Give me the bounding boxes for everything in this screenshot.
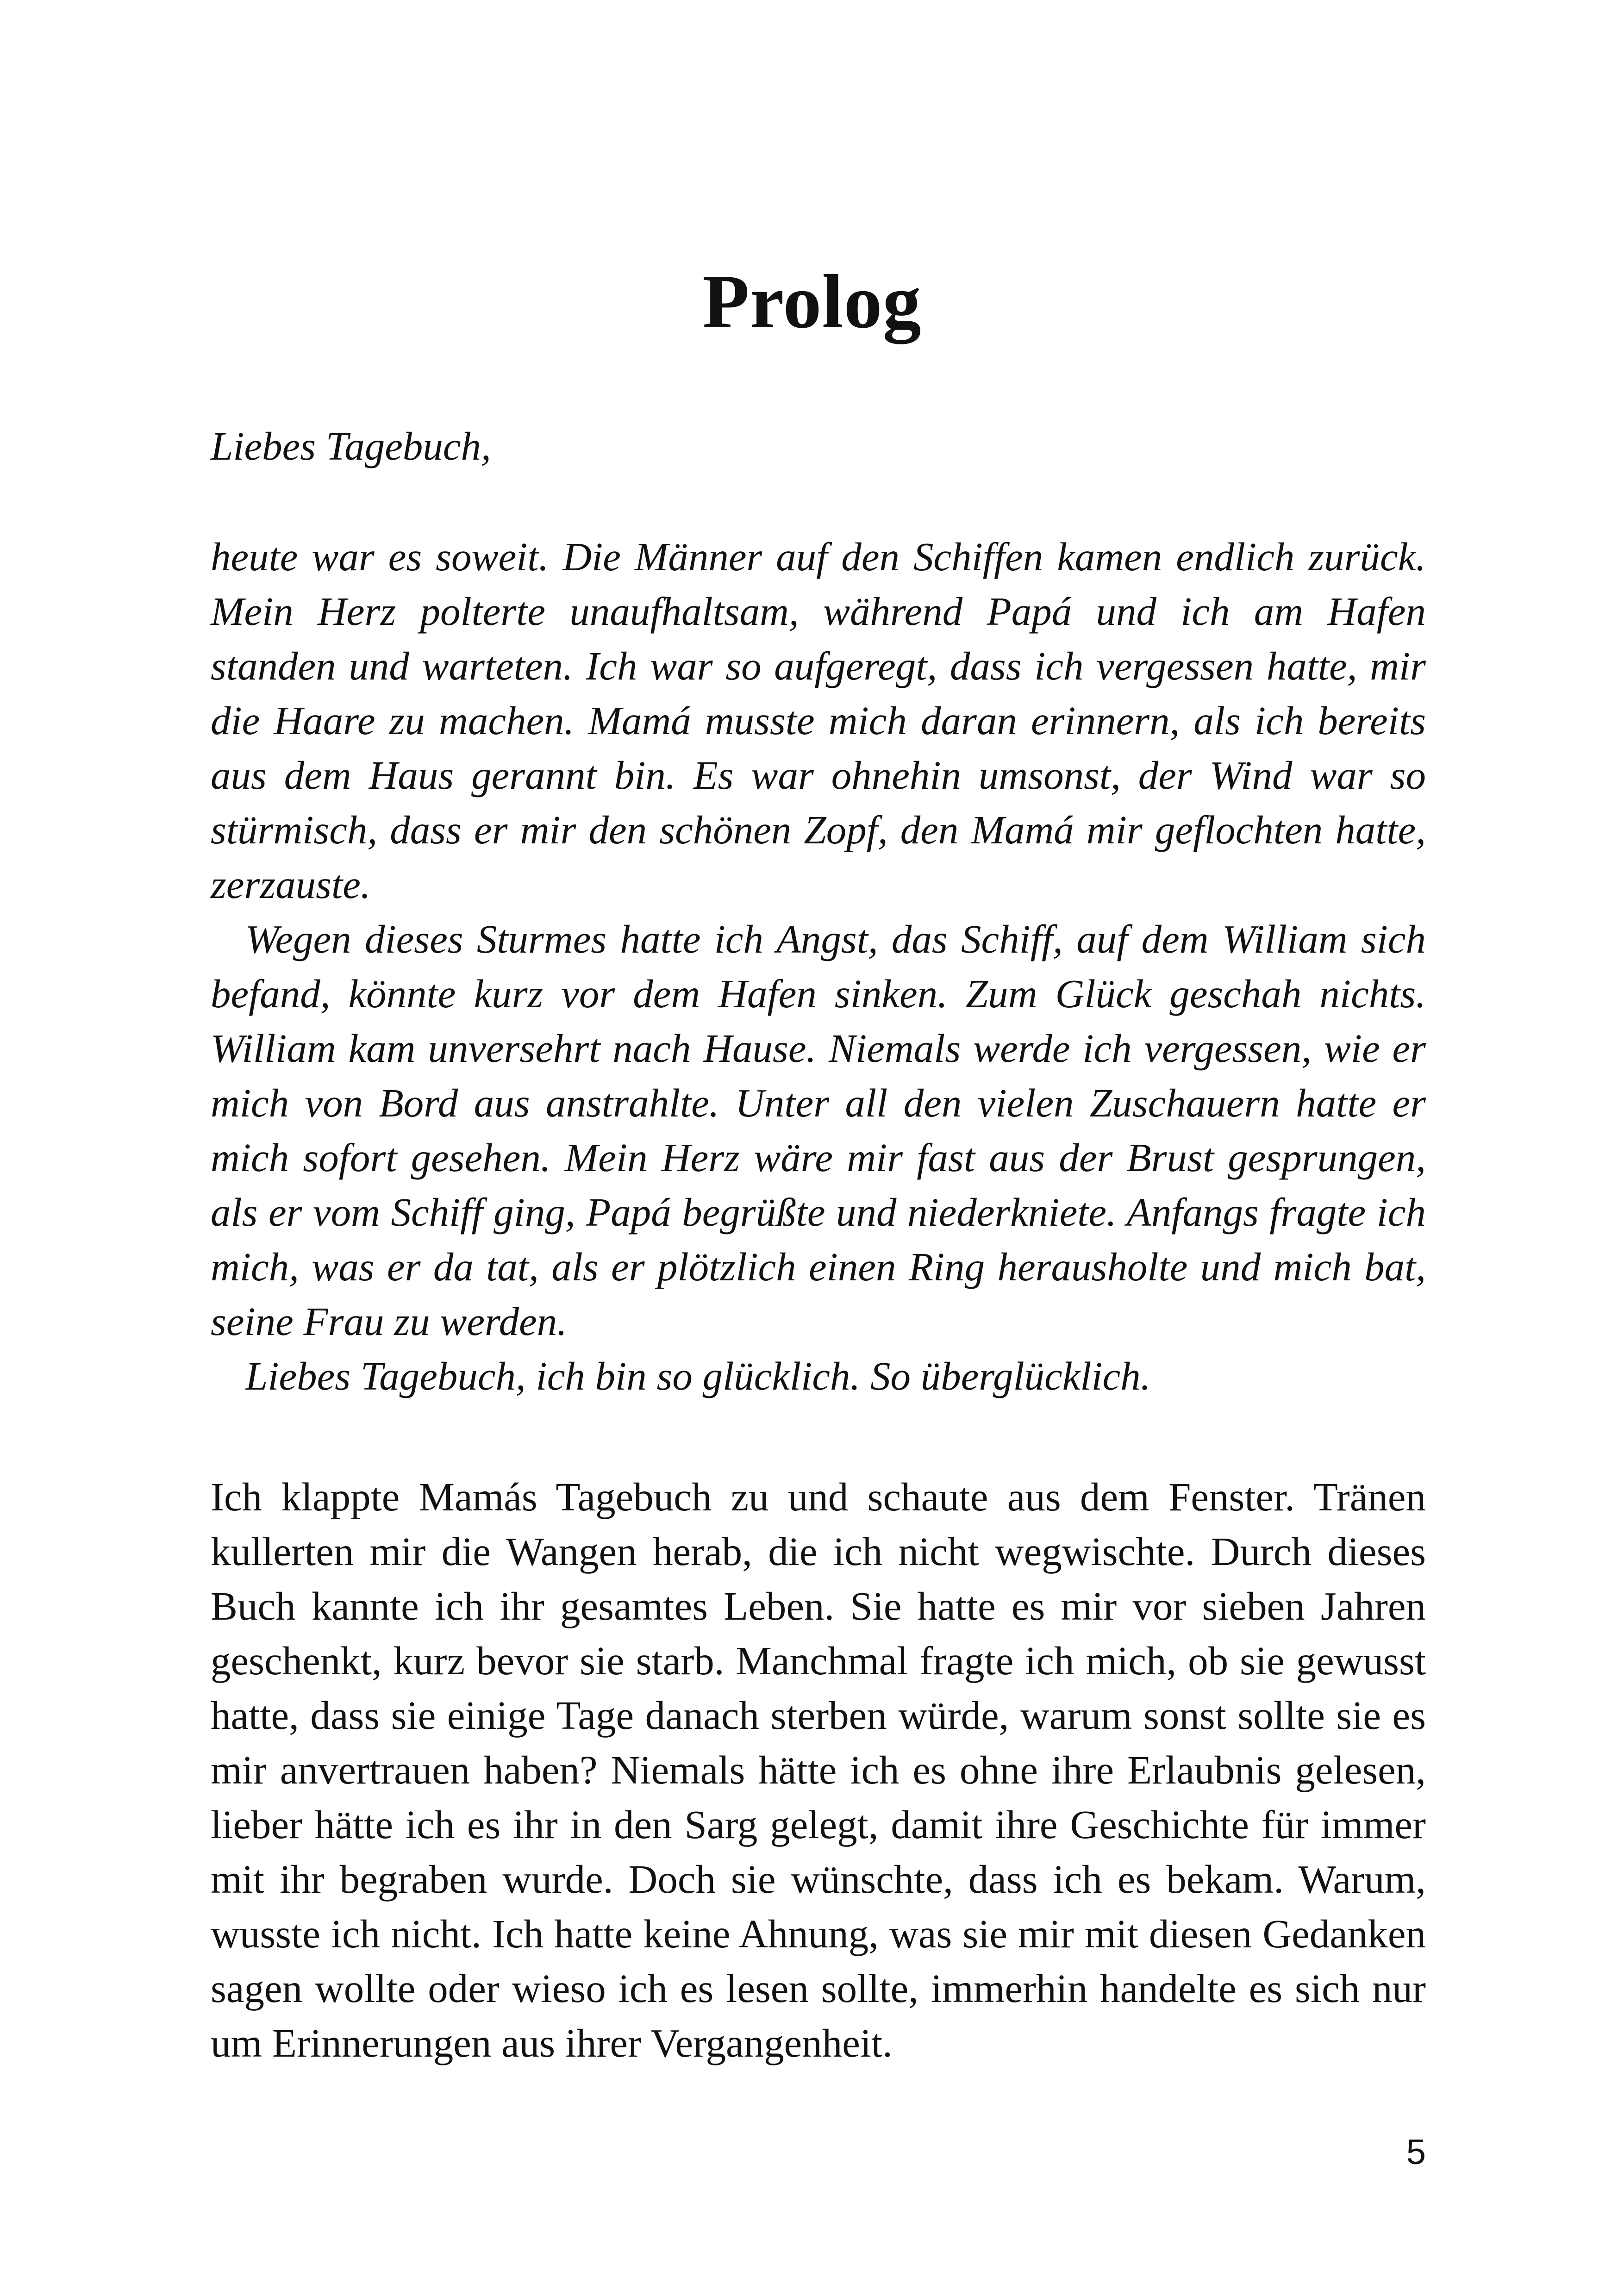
page-number: 5 [1406, 2133, 1426, 2172]
diary-salutation: Liebes Tagebuch, [211, 424, 491, 468]
diary-paragraph: Liebes Tagebuch, ich bin so glücklich. So überglücklich. [245, 1353, 1151, 1398]
diary-paragraph: Wegen dieses Sturmes hatte ich Angst, das Schiff, auf dem William sich befand, könnte kurz vor dem Hafen sinken. Zum Glück geschah nichts. William kam unversehrt nach Hause. Niemals werde ich vergessen, wie er mich von Bord aus anstrahlte. Unter all den vielen Zuschauern hatte er mich sofort gesehen. Mein Herz wäre mir fast aus der Brust gesprungen, als er vom Schiff ging, Papá begrüßte und niederkniete. Anfangs fragte ich mich, was er da tat, als er plötzlich einen Ring herausholte und mich bat, seine Frau zu werden. [211, 917, 1426, 1344]
narration-paragraph: Ich klappte Mamás Tagebuch zu und schaute aus dem Fenster. Tränen kullerten mir die Wangen herab, die ich nicht wegwischte. Durch dieses Buch kannte ich ihr gesamtes Leben. Sie hatte es mir vor sieben Jahren geschenkt, kurz bevor sie starb. Manchmal fragte ich mich, ob sie gewusst hatte, dass sie einige Tage danach sterben würde, warum sonst sollte sie es mir anvertrauen haben? Niemals hätte ich es ohne ihre Erlaubnis gelesen, lieber hätte ich es ihr in den Sarg gelegt, damit ihre Geschichte für immer mit ihr begraben wurde. Doch sie wünschte, dass ich es bekam. Warum, wusste ich nicht. Ich hatte keine Ahnung, was sie mir mit diesen Gedanken sagen wollte oder wieso ich es lesen sollte, immerhin handelte es sich nur um Erinnerungen aus ihrer Vergangenheit. [211, 1474, 1426, 2065]
chapter-title: Prolog [702, 259, 922, 344]
narration-text [211, 1470, 1426, 2070]
diary-paragraph: heute war es soweit. Die Männer auf den Schiffen kamen endlich zurück. Mein Herz polterte unaufhaltsam, während Papá und ich am Hafen standen und warteten. Ich war so aufgeregt, dass ich vergessen hatte, mir die Haare zu machen. Mamá musste mich daran erinnern, als ich bereits aus dem Haus gerannt bin. Es war ohnehin umsonst, der Wind war so stürmisch, dass er mir den schönen Zopf, den Mamá mir geflochten hatte, zerzauste. [211, 534, 1426, 907]
diary-entry [211, 419, 1426, 1403]
